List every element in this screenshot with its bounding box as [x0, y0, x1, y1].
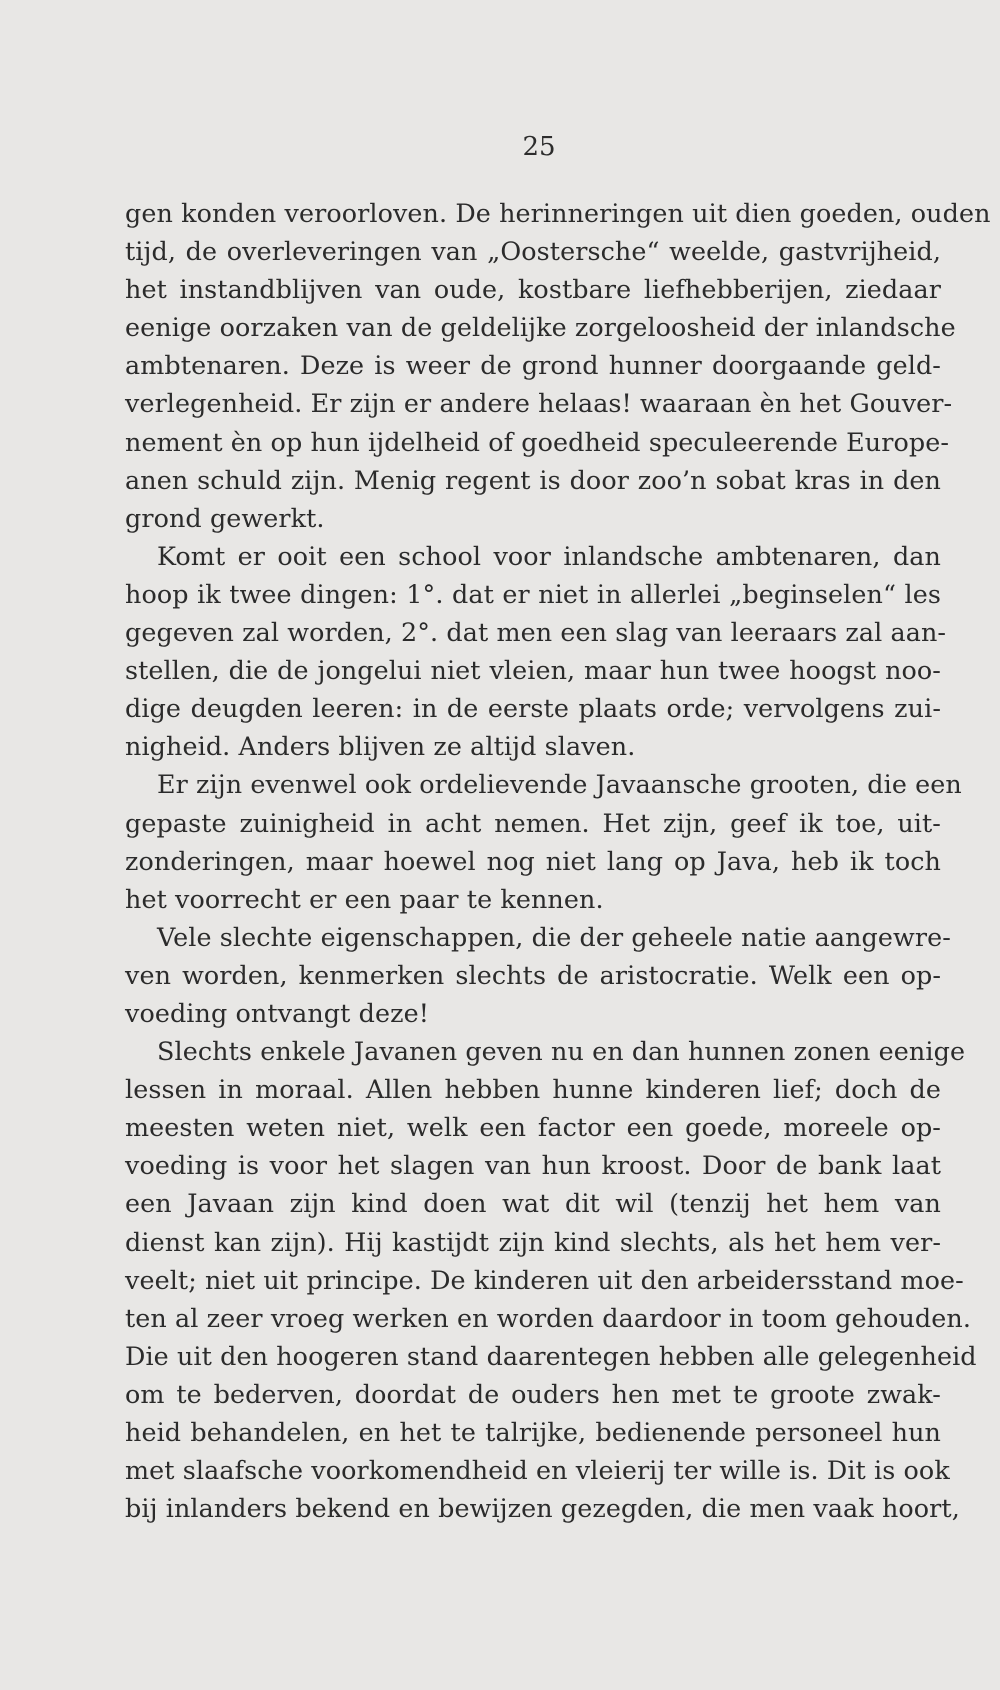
text-line: veelt; niet uit principe. De kinderen uit den arbeidersstand moe-	[125, 1264, 964, 1295]
text-line: Die uit den hoogeren stand daarentegen hebben alle gelegenheid	[125, 1340, 977, 1371]
text-line: tijd, de overleveringen van „Oostersche“ weelde, gastvrijheid,	[125, 236, 941, 267]
text-line: Er zijn evenwel ook ordelievende Javaansche grooten, die een	[157, 769, 962, 800]
text-line: Komt er ooit een school voor inlandsche ambtenaren, dan	[157, 540, 941, 571]
text-line: verlegenheid. Er zijn er andere helaas! waaraan èn het Gouver-	[125, 388, 953, 419]
body-text	[125, 194, 991, 1527]
text-line: hoop ik twee dingen: 1°. dat er niet in allerlei „beginselen“ les	[125, 578, 941, 609]
text-line: grond gewerkt.	[125, 502, 325, 533]
text-line: gen konden veroorloven. De herinneringen uit dien goeden, ouden	[125, 198, 991, 228]
text-line: ven worden, kenmerken slechts de aristocratie. Welk een op-	[125, 959, 941, 990]
text-line: Vele slechte eigenschappen, die der geheele natie aangewre-	[157, 921, 951, 952]
text-line: dienst kan zijn). Hij kastijdt zijn kind slechts, als het hem ver-	[125, 1226, 941, 1257]
text-line: gegeven zal worden, 2°. dat men een slag van leeraars zal aan-	[125, 617, 947, 648]
text-line: met slaafsche voorkomendheid en vleierij ter wille is. Dit is ook	[125, 1455, 950, 1486]
text-line: lessen in moraal. Allen hebben hunne kinderen lief; doch de	[125, 1074, 941, 1105]
text-line: gepaste zuinigheid in acht nemen. Het zijn, geef ik toe, uit-	[125, 807, 941, 838]
text-line: meesten weten niet, welk een factor een goede, moreele op-	[125, 1112, 941, 1143]
text-line: zonderingen, maar hoewel nog niet lang op Java, heb ik toch	[125, 845, 941, 876]
text-line: ambtenaren. Deze is weer de grond hunner doorgaande geld-	[125, 350, 941, 381]
text-line: om te bederven, doordat de ouders hen met te groote zwak-	[125, 1378, 941, 1409]
text-line: voeding is voor het slagen van hun kroost. Door de bank laat	[125, 1150, 941, 1181]
text-line: eenige oorzaken van de geldelijke zorgeloosheid der inlandsche	[125, 312, 956, 343]
text-line: bij inlanders bekend en bewijzen gezegden, die men vaak hoort,	[125, 1493, 960, 1524]
text-line: heid behandelen, en het te talrijke, bedienende personeel hun	[125, 1417, 941, 1447]
text-line: nigheid. Anders blijven ze altijd slaven.	[125, 731, 636, 762]
text-line: dige deugden leeren: in de eerste plaats orde; vervolgens zui-	[125, 693, 941, 724]
text-line: Slechts enkele Javanen geven nu en dan hunnen zonen eenige	[157, 1036, 966, 1067]
text-line: ten al zeer vroeg werken en worden daardoor in toom gehouden.	[125, 1302, 972, 1333]
text-line: voeding ontvangt deze!	[125, 997, 429, 1028]
text-line: het instandblijven van oude, kostbare liefhebberijen, ziedaar	[125, 274, 941, 305]
page-number: 25	[522, 132, 556, 162]
text-line: stellen, die de jongelui niet vleien, maar hun twee hoogst noo-	[125, 655, 941, 686]
text-line: het voorrecht er een paar te kennen.	[125, 883, 604, 914]
text-line: een Javaan zijn kind doen wat dit wil (tenzij het hem van	[125, 1188, 941, 1219]
text-line: anen schuld zijn. Menig regent is door zoo’n sobat kras in den	[125, 464, 941, 495]
text-line: nement èn op hun ijdelheid of goedheid speculeerende Europe-	[125, 426, 950, 457]
